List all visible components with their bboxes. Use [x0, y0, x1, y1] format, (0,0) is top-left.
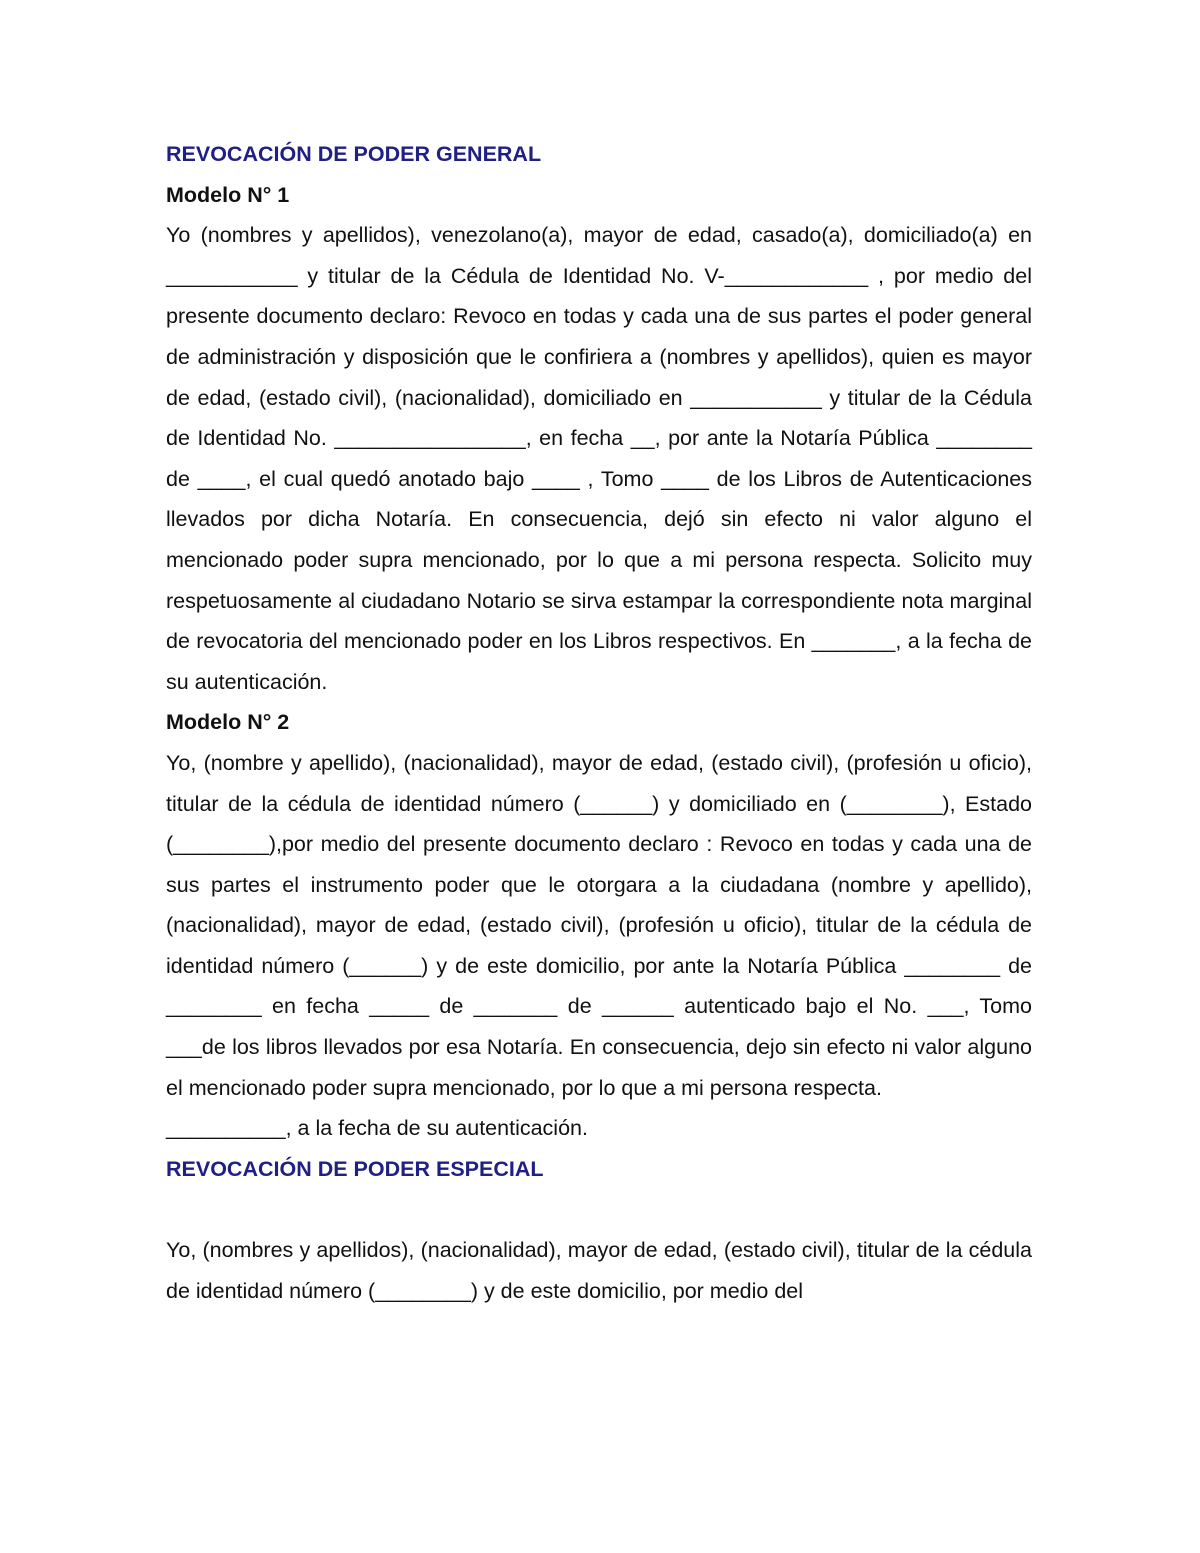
heading-poder-especial: REVOCACIÓN DE PODER ESPECIAL [166, 1156, 544, 1181]
special-paragraph: Yo, (nombres y apellidos), (nacionalidad), mayor de edad, (estado civil), titular de la cédula de identidad número (________) y de este domicilio, por medio del [166, 1238, 1032, 1303]
model-1-label: Modelo N° 1 [166, 182, 290, 207]
document-body [166, 134, 1032, 1311]
model-1-paragraph: Yo (nombres y apellidos), venezolano(a), mayor de edad, casado(a), domiciliado(a) en ___________ y titular de la Cédula de Identidad No. V-____________ , por medio del presente documento declaro: Revoco en todas y cada una de sus partes el poder general de administración y disposición que le confiriera a (nombres y apellidos), quien es mayor de edad, (estado civil), (nacionalidad), domiciliado en ___________ y titular de la Cédula de Identidad No. ________________, en fecha __, por ante la Notaría Pública ________ de ____, el cual quedó anotado bajo ____ , Tomo ____ de los Libros de Autenticaciones llevados por dicha Notaría. En consecuencia, dejó sin efecto ni valor alguno el mencionado poder supra mencionado, por lo que a mi persona respecta. Solicito muy respetuosamente al ciudadano Notario se sirva estampar la correspondiente nota marginal de revocatoria del mencionado poder en los Libros respectivos. En _______, a la fecha de su autenticación. [166, 223, 1032, 694]
spacer [166, 1189, 1032, 1230]
model-2-paragraph: Yo, (nombre y apellido), (nacionalidad), mayor de edad, (estado civil), (profesión u oficio), titular de la cédula de identidad número (______) y domiciliado en (________), Estado (________),por medio del presente documento declaro : Revoco en todas y cada una de sus partes el instrumento poder que le otorgara a la ciudadana (nombre y apellido), (nacionalidad), mayor de edad, (estado civil), (profesión u oficio), titular de la cédula de identidad número (______) y de este domicilio, por ante la Notaría Pública ________ de ________ en fecha _____ de _______ de ______ autenticado bajo el No. ___, Tomo ___de los libros llevados por esa Notaría. En consecuencia, dejo sin efecto ni valor alguno el mencionado poder supra mencionado, por lo que a mi persona respecta. [166, 750, 1032, 1100]
heading-poder-general: REVOCACIÓN DE PODER GENERAL [166, 142, 542, 166]
model-2-closing: __________, a la fecha de su autenticación. [166, 1116, 588, 1141]
model-2-label: Modelo N° 2 [166, 710, 290, 735]
